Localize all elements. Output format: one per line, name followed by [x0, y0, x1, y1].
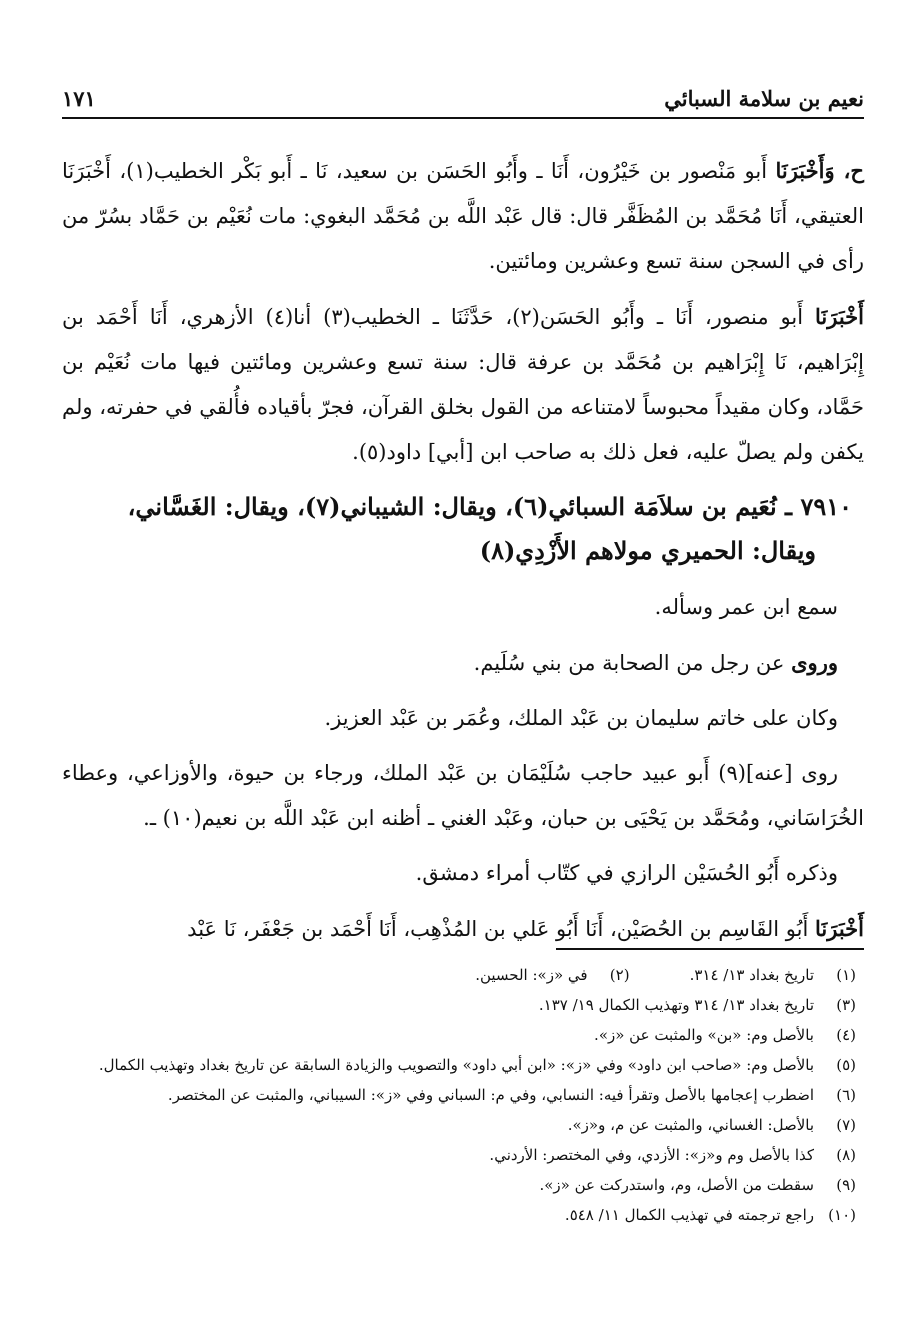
paragraph-text: وكان على خاتم سليمان بن عَبْد الملك، وعُمَر بن عَبْد العزيز. — [324, 706, 838, 730]
chain-keyword: أَخْبَرَنَا — [815, 304, 864, 329]
paragraph-text: روى [عنه](٩) أَبو عبيد حاجب سُلَيْمَان بن عَبْد الملك، ورجاء بن حيوة، والأوزاعي، وعطاء الخُرَاسَاني، ومُحَمَّد بن يَحْيَى بن حبان، وعَبْد الغني ـ أظنه ابن عَبْد اللَّه بن نعيم(١٠) ـ. — [62, 761, 864, 830]
paragraph-text: أَبو مَنْصور بن خَيْرُون، أَنَا ـ وأَبُو الحَسَن بن سعيد، نَا ـ أَبو بَكْر الخطيب(١)، أَخْبَرَنَا العتيقي، أَنَا مُحَمَّد بن المُظَفَّر قال: قال عَبْد اللَّه بن مُحَمَّد البغوي: مات نُعَيْم بن حَمَّاد بسُرّ من رأى في السجن سنة تسع وعشرين ومائتين. — [62, 159, 864, 273]
footnote — [62, 1080, 856, 1110]
footnote — [62, 1020, 856, 1050]
footnote-text: في «ز»: الحسين. — [475, 966, 588, 984]
paragraph — [62, 294, 864, 475]
footnote-text: اضطرب إعجامها بالأصل وتقرأ فيه: النسابي، وفي م: السباني وفي «ز»: السيباني، والمثبت عن المختصر. — [167, 1086, 814, 1104]
footnote-number: (١٠) — [828, 1206, 856, 1224]
paragraph-text: وذكره أَبُو الحُسَيْن الرازي في كتّاب أمراء دمشق. — [415, 861, 838, 885]
footnote-text: راجع ترجمته في تهذيب الكمال ١١/ ٥٤٨. — [564, 1206, 814, 1224]
footnote — [62, 1170, 856, 1200]
paragraph-text: سمع ابن عمر وسأله. — [654, 595, 838, 619]
footnote-row — [62, 960, 856, 990]
footnote — [475, 960, 629, 990]
page-number: ١٧١ — [62, 86, 96, 111]
footnote — [62, 990, 856, 1020]
footnote-text: بالأصل: الغساني، والمثبت عن م، و«ز». — [567, 1116, 814, 1134]
main-text — [62, 148, 864, 962]
paragraph-text: أَبو منصور، أَنَا ـ وأَبُو الحَسَن(٢)، حَدَّثَنَا ـ الخطيب(٣) أنا(٤) الأزهري، أَنَا أَحْمَد بن إِبْرَاهيم، نَا إِبْرَاهيم بن مُحَمَّد بن عرفة قال: سنة تسع وعشرين ومائتين فيها مات نُعَيْم بن حَمَّاد، وكان مقيداً محبوساً لامتناعه من القول بخلق القرآن، فجرّ بأقياده فأُلقي في حفرته، ولم يكفن ولم يصلّ عليه، فعل ذلك به صاحب ابن [أبي] داود(٥). — [62, 305, 864, 464]
paragraph — [62, 585, 864, 630]
footnote-text: كذا بالأصل وم و«ز»: الأزدي، وفي المختصر: الأردني. — [489, 1146, 814, 1164]
footnote-number: (٢) — [609, 966, 630, 984]
footnotes — [62, 960, 856, 1230]
paragraph — [62, 696, 864, 741]
entry-heading-line-1: ٧٩١٠ ـ نُعَيم بن سلاَمَة السبائي(٦)، ويقال: الشيباني(٧)، ويقال: الغَسَّاني، — [127, 492, 852, 521]
footnote — [62, 1140, 856, 1170]
paragraph — [62, 906, 864, 952]
paragraph — [62, 751, 864, 841]
footnote-text: تاريخ بغداد ١٣/ ٣١٤. — [689, 966, 814, 984]
paragraph — [62, 148, 864, 284]
footnote-number: (٩) — [836, 1176, 856, 1194]
paragraph — [62, 640, 864, 686]
footnote-number: (٣) — [836, 996, 856, 1014]
footnote — [690, 960, 856, 990]
entry-heading-line-2: ويقال: الحميري مولاهم الأَزْدِي(٨) — [479, 536, 816, 565]
footnote — [62, 1200, 856, 1230]
footnote-number: (٦) — [836, 1086, 856, 1104]
footnote-separator — [556, 948, 864, 950]
footnote-text: بالأصل وم: «بن» والمثبت عن «ز». — [594, 1026, 814, 1044]
paragraph — [62, 851, 864, 896]
footnote-number: (٧) — [836, 1116, 856, 1134]
footnote-number: (٥) — [836, 1056, 856, 1074]
footnote-text: سقطت من الأصل، وم، واستدركت عن «ز». — [539, 1176, 814, 1194]
footnote-text: تاريخ بغداد ١٣/ ٣١٤ وتهذيب الكمال ١٩/ ١٣٧. — [538, 996, 814, 1014]
entry-heading — [62, 485, 864, 573]
footnote-text: بالأصل وم: «صاحب ابن داود» وفي «ز»: «ابن أبي داود» والتصويب والزيادة السابقة عن تاريخ بغداد وتهذيب الكمال. — [98, 1056, 814, 1074]
paragraph-text: أَبُو القَاسِم بن الحُصَيْن، أَنَا أَبُو عَلي بن المُذْهِب، أَنَا أَحْمَد بن جَعْفَر، نَا عَبْد — [187, 917, 809, 941]
chain-keyword: ح، وَأَخْبَرَنَا — [775, 158, 864, 183]
footnote-number: (١) — [836, 966, 856, 984]
footnote-number: (٤) — [836, 1026, 856, 1044]
paragraph-text: عن رجل من الصحابة من بني سُلَيم. — [473, 651, 785, 675]
footnote — [62, 1050, 856, 1080]
page-header — [62, 86, 864, 119]
chain-keyword: أَخْبَرَنَا — [815, 916, 864, 941]
running-title: نعيم بن سلامة السبائي — [664, 86, 864, 111]
chain-keyword: وروى — [791, 650, 838, 675]
footnote-number: (٨) — [836, 1146, 856, 1164]
footnote — [62, 1110, 856, 1140]
